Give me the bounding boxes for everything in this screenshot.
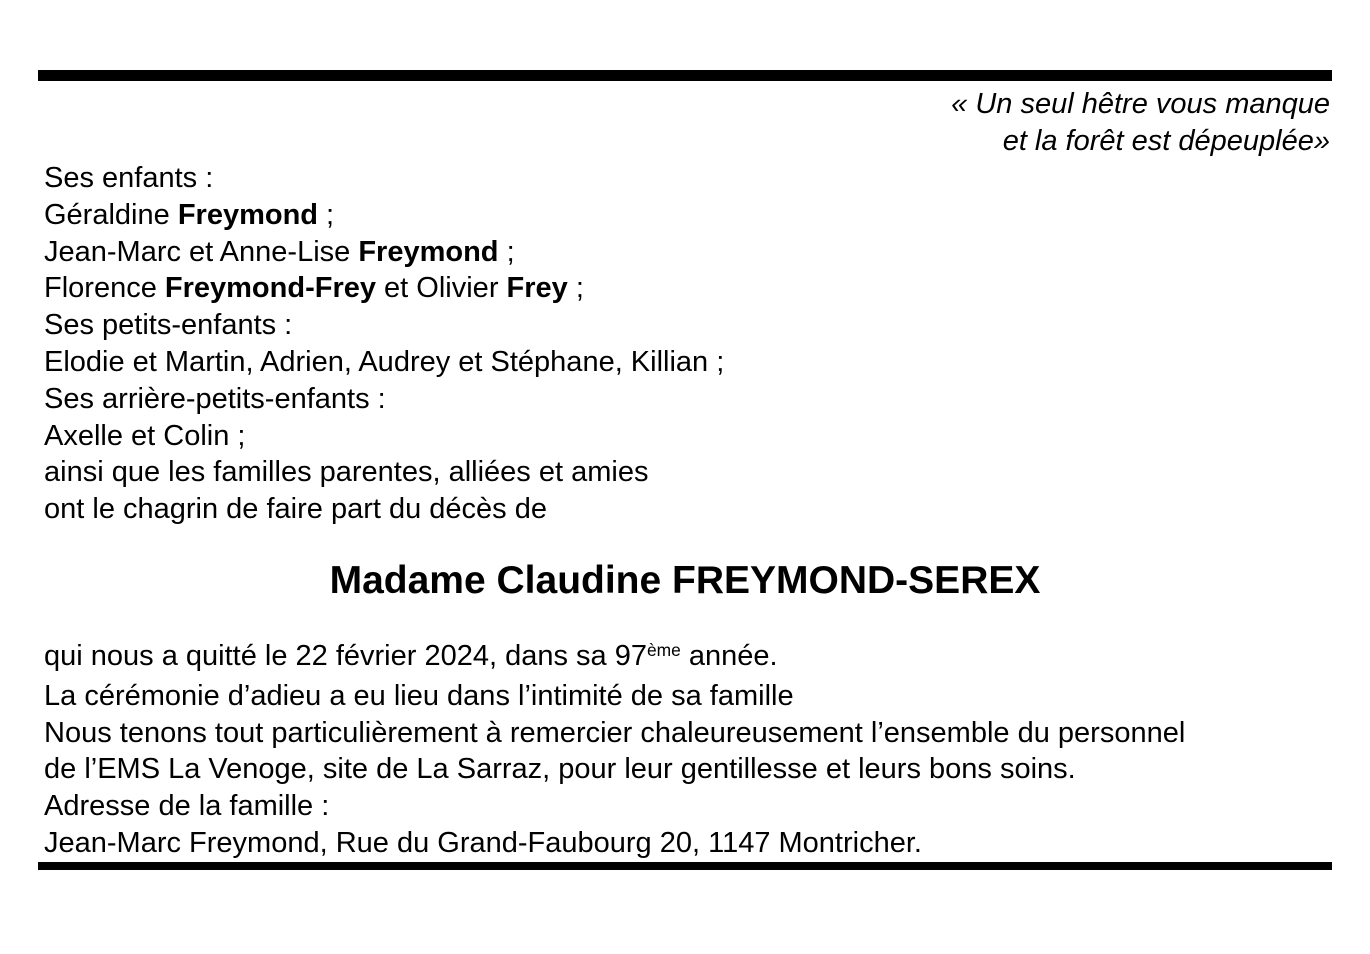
family-announcement [44,160,724,528]
epigraph-line-2: et la forêt est dépeuplée» [1002,125,1330,157]
bottom-divider [38,862,1332,870]
text-segment: ; [567,272,584,305]
text-line [44,234,724,271]
text-segment: qui nous a quitté le 22 février 2024, dans sa 97 [44,640,647,672]
text-segment: Elodie et Martin, Adrien, Audrey et Stéphane, Killian ; [44,345,725,378]
text-segment: Freymond [358,235,499,268]
text-segment: ; [498,235,515,268]
text-line [44,788,1185,825]
text-segment: Frey [506,272,568,305]
text-segment: Ses petits-enfants : [44,309,293,342]
text-line [44,197,724,234]
text-line [44,678,1185,715]
deceased-name: Madame Claudine FREYMOND-SEREX [329,559,1041,602]
text-line [44,160,724,197]
text-line [44,344,724,381]
epigraph-line-1: « Un seul hêtre vous manque [951,88,1330,120]
text-segment: Freymond [177,198,318,231]
text-segment: Ses enfants : [44,162,214,194]
epigraph-quote [951,86,1330,160]
text-line [44,638,1185,678]
text-line [44,270,724,307]
text-segment: Adresse de la famille : [44,790,330,823]
text-segment: année. [680,640,778,672]
text-segment: Jean-Marc et Anne-Lise [44,235,359,268]
text-line [44,751,1185,788]
text-line [44,715,1185,752]
text-segment: Florence [44,272,165,305]
text-line [44,825,1185,862]
top-divider [38,70,1332,81]
text-segment: Axelle et Colin ; [44,419,246,452]
text-line [44,307,724,344]
text-segment: Jean-Marc Freymond, Rue du Grand-Faubourg 20, 1147 Montricher. [44,826,922,859]
text-segment: Nous tenons tout particulièrement à remercier chaleureusement l’ensemble du personnel [44,716,1186,749]
text-segment: et Olivier [376,272,507,305]
text-segment: Freymond-Frey [164,272,376,305]
text-segment: ont le chagrin de faire part du décès de [44,493,547,526]
text-line [44,418,724,455]
text-segment: ; [318,198,335,231]
text-segment: ème [646,640,681,661]
text-segment: ainsi que les familles parentes, alliées et amies [44,456,649,489]
text-line [44,454,724,491]
text-line [44,491,724,528]
text-segment: Géraldine [44,198,178,231]
text-segment: Ses arrière-petits-enfants : [44,382,386,415]
text-segment: de l’EMS La Venoge, site de La Sarraz, pour leur gentillesse et leurs bons soins. [44,753,1076,786]
funeral-details [44,638,1185,862]
text-line [44,381,724,418]
text-segment: La cérémonie d’adieu a eu lieu dans l’intimité de sa famille [44,679,794,712]
